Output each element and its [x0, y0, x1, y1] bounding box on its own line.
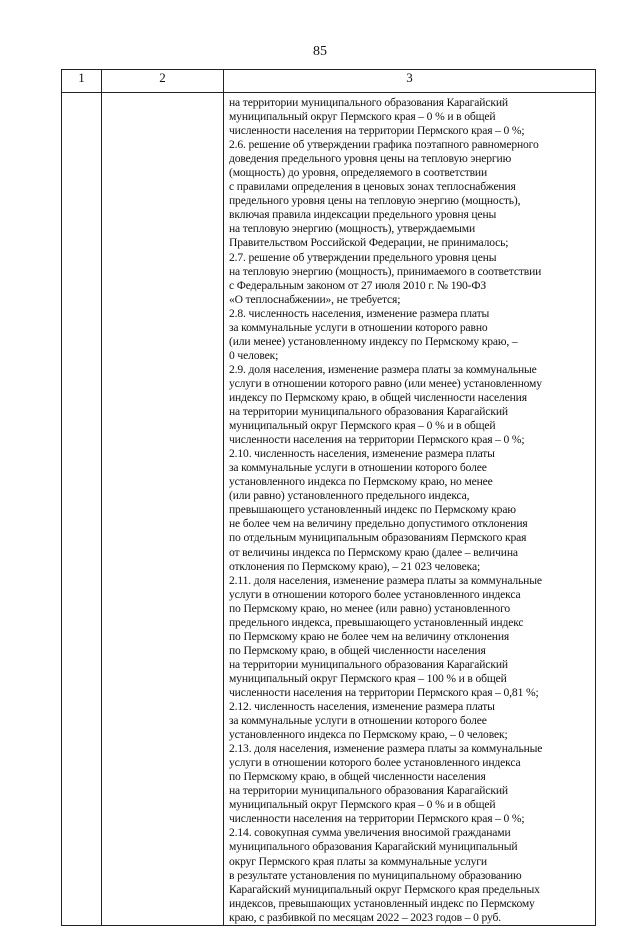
content-line: муниципального образования Карагайский муниципальный: [229, 840, 518, 854]
column-header-3: 3: [224, 70, 596, 93]
content-line: (или менее) установленному индексу по Пермскому краю, –: [229, 334, 518, 348]
content-line: услуги в отношении которого более установленного индекса: [229, 587, 521, 601]
content-line: за коммунальные услуги в отношении которого равно: [229, 320, 488, 334]
content-line: численности населения на территории Пермского края – 0 %;: [229, 124, 525, 138]
content-line: включая правила индексации предельного уровня цены: [229, 208, 497, 222]
column-2-cell: [102, 93, 224, 926]
content-line: от величины индекса по Пермскому краю (далее – величина: [229, 545, 518, 559]
content-line: 2.14. совокупная сумма увеличения вносимой гражданами: [229, 826, 511, 840]
content-line: муниципальный округ Пермского края – 0 % и в общей: [229, 798, 496, 812]
content-line: по Пермскому краю, в общей численности населения: [229, 643, 486, 657]
content-line: предельного уровня цены на тепловую энергию (мощность),: [229, 194, 521, 208]
content-line: услуги в отношении которого равно (или менее) установленному: [229, 376, 542, 390]
content-line: по Пермскому краю не более чем на величину отклонения: [229, 629, 510, 643]
content-line: численности населения на территории Пермского края – 0 %;: [229, 433, 525, 447]
content-line: индексов, превышающих установленный индекс по Пермскому: [229, 896, 535, 910]
content-line: по Пермскому краю, в общей численности населения: [229, 770, 486, 784]
column-1-cell: [62, 93, 102, 926]
content-line: (мощность) до уровня, определяемого в соответствии: [229, 166, 488, 180]
content-line: Правительством Российской Федерации, не принималось;: [229, 236, 509, 250]
content-line: 2.13. доля населения, изменение размера платы за коммунальные: [229, 742, 543, 756]
content-line: муниципальный округ Пермского края – 100 % и в общей: [229, 671, 507, 685]
content-line: предельного индекса, превышающего установленный индекс: [229, 615, 524, 629]
content-line: на территории муниципального образования Карагайский: [229, 657, 508, 671]
content-line: «О теплоснабжении», не требуется;: [229, 292, 401, 306]
content-line: на территории муниципального образования Карагайский: [229, 405, 508, 419]
content-line: численности населения на территории Пермского края – 0 %;: [229, 812, 525, 826]
content-line: по Пермскому краю, но менее (или равно) установленного: [229, 601, 511, 615]
content-line: установленного индекса по Пермскому краю, – 0 человек;: [229, 728, 508, 742]
content-line: услуги в отношении которого более установленного индекса: [229, 756, 521, 770]
content-line: доведения предельного уровня цены на тепловую энергию: [229, 152, 512, 166]
column-header-1: 1: [62, 70, 102, 93]
content-line: 2.12. численность населения, изменение размера платы: [229, 700, 495, 714]
content-line: в результате установления по муниципальному образованию: [229, 868, 522, 882]
content-line: 0 человек;: [229, 348, 279, 362]
content-line: (или равно) установленного предельного индекса,: [229, 489, 470, 503]
content-line: с правилами определения в ценовых зонах теплоснабжения: [229, 180, 516, 194]
content-line: численности населения на территории Пермского края – 0,81 %;: [229, 685, 539, 699]
content-line: по отдельным муниципальным образованиям Пермского края: [229, 531, 527, 545]
document-table: [61, 69, 596, 926]
content-line: 2.9. доля населения, изменение размера платы за коммунальные: [229, 362, 537, 376]
content-line: Карагайский муниципальный округ Пермского края предельных: [229, 882, 540, 896]
content-line: на территории муниципального образования Карагайский: [229, 96, 508, 109]
content-line: муниципальный округ Пермского края – 0 % и в общей: [229, 419, 496, 433]
content-line: индексу по Пермскому краю, в общей численности населения: [229, 390, 527, 404]
table-row: [62, 93, 596, 926]
content-line: за коммунальные услуги в отношении которого более: [229, 714, 487, 728]
column-header-2: 2: [102, 70, 224, 93]
content-line: на тепловую энергию (мощность), принимаемого в соответствии: [229, 264, 542, 278]
content-line: краю, с разбивкой по месяцам 2022 – 2023 годов – 0 руб.: [229, 910, 501, 924]
content-line: 2.7. решение об утверждении предельного уровня цены: [229, 250, 497, 264]
content-line: за коммунальные услуги в отношении которого более: [229, 461, 487, 475]
content-line: 2.8. численность населения, изменение размера платы: [229, 306, 490, 320]
content-line: на территории муниципального образования Карагайский: [229, 784, 508, 798]
content-line: округ Пермского края платы за коммунальные услуги: [229, 854, 487, 868]
page-number: 85: [313, 44, 327, 59]
content-line: отклонения по Пермскому краю), – 21 023 человека;: [229, 559, 481, 573]
table-header-row: [62, 70, 596, 93]
content-line: 2.11. доля населения, изменение размера платы за коммунальные: [229, 573, 542, 587]
content-line: 2.6. решение об утверждении графика поэтапного равномерного: [229, 138, 539, 152]
content-line: на тепловую энергию (мощность), утверждаемыми: [229, 222, 476, 236]
content-line: 2.10. численность населения, изменение размера платы: [229, 447, 495, 461]
content-line: муниципальный округ Пермского края – 0 % и в общей: [229, 110, 496, 124]
content-line: не более чем на величину предельно допустимого отклонения: [229, 517, 528, 531]
content-line: превышающего установленный индекс по Пермскому краю: [229, 503, 516, 517]
content-line: установленного индекса по Пермскому краю, но менее: [229, 475, 493, 489]
column-3-cell: [224, 93, 596, 926]
content-line: с Федеральным законом от 27 июля 2010 г. № 190-ФЗ: [229, 278, 487, 292]
